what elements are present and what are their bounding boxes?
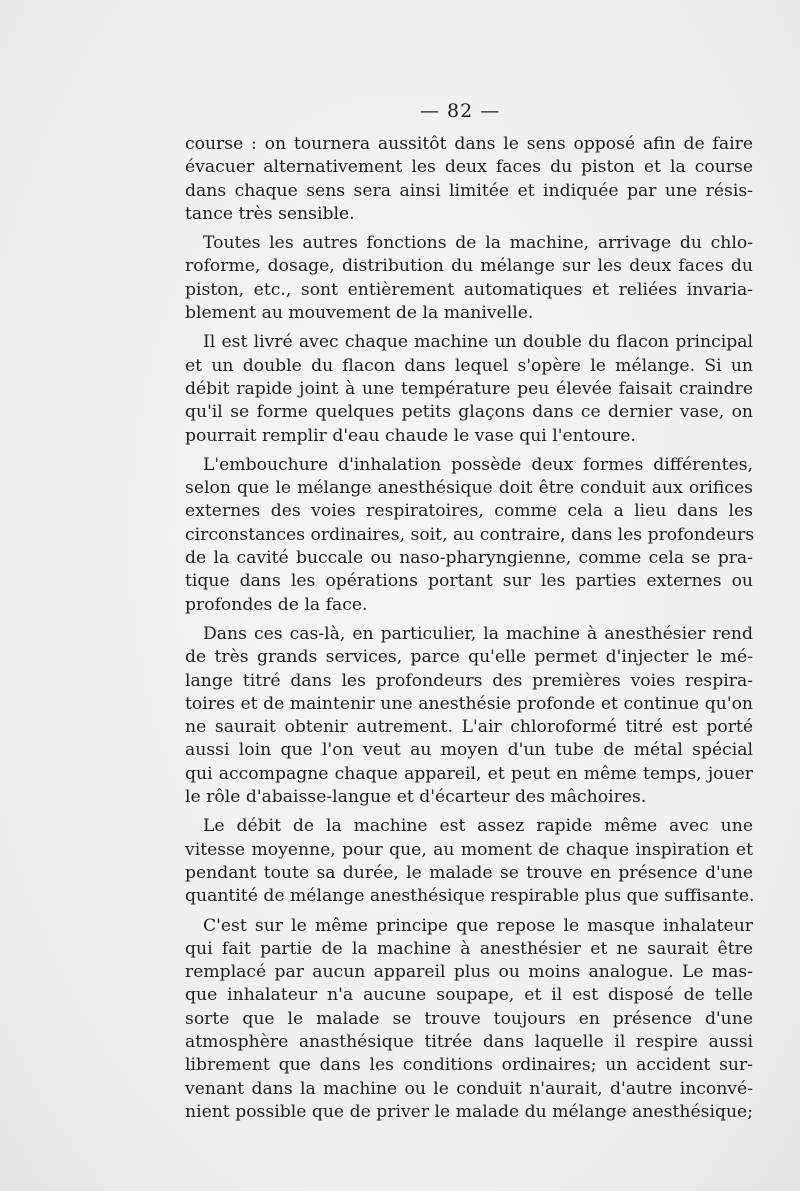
paragraph <box>185 232 753 325</box>
paragraph <box>185 915 753 1125</box>
text-line: remplacé par aucun appareil plus ou moins analogue. Le mas- <box>185 962 753 983</box>
text-line: circonstances ordinaires, soit, au contraire, dans les profondeurs <box>185 524 755 545</box>
text-line: évacuer alternativement les deux faces du piston et la course <box>185 157 753 178</box>
text-line: quantité de mélange anesthésique respirable plus que suffisante. <box>185 886 755 907</box>
text-line: Toutes les autres fonctions de la machine, arrivage du chlo- <box>203 233 753 254</box>
text-line: course : on tournera aussitôt dans le sens opposé afin de faire <box>185 134 753 154</box>
text-line: roforme, dosage, distribution du mélange sur les deux faces du <box>185 256 753 277</box>
paragraph <box>185 454 753 617</box>
text-line: selon que le mélange anesthésique doit être conduit aux orifices <box>185 478 753 499</box>
text-line: toires et de maintenir une anesthésie profonde et continue qu'on <box>185 693 753 714</box>
text-line: lange titré dans les profondeurs des premières voies respira- <box>185 670 753 691</box>
text-line: débit rapide joint à une température peu élevée faisait craindre <box>185 378 753 399</box>
paragraph <box>185 133 753 226</box>
page-number: — 82 — <box>420 100 501 122</box>
text-line: ne saurait obtenir autrement. L'air chloroformé titré est porté <box>185 717 753 738</box>
text-line: vitesse moyenne, pour que, au moment de chaque inspiration et <box>185 839 753 860</box>
text-line: que inhalateur n'a aucune soupape, et il est disposé de telle <box>185 985 753 1006</box>
text-line: blement au mouvement de la manivelle. <box>185 303 534 324</box>
text-line: et un double du flacon dans lequel s'opère le mélange. Si un <box>185 355 753 376</box>
text-line: dans chaque sens sera ainsi limitée et indiquée par une résis- <box>185 180 753 201</box>
text-line: tique dans les opérations portant sur les parties externes ou <box>185 571 753 592</box>
text-line: atmosphère anasthésique titrée dans laquelle il respire aussi <box>185 1031 753 1052</box>
text-line: qu'il se forme quelques petits glaçons dans ce dernier vase, on <box>185 402 753 423</box>
text-line: tance très sensible. <box>185 203 355 224</box>
text-line: C'est sur le même principe que repose le masque inhalateur <box>203 915 753 936</box>
text-line: pourrait remplir d'eau chaude le vase qui l'entoure. <box>185 425 636 446</box>
text-line: externes des voies respiratoires, comme cela a lieu dans les <box>185 501 753 522</box>
text-line: Dans ces cas-là, en particulier, la machine à anesthésier rend <box>203 623 753 644</box>
text-line: pendant toute sa durée, le malade se trouve en présence d'une <box>185 862 753 883</box>
body-text <box>185 133 753 1130</box>
text-line: piston, etc., sont entièrement automatiques et reliées invaria- <box>185 279 753 300</box>
text-line: le rôle d'abaisse-langue et d'écarteur des mâchoires. <box>185 787 647 808</box>
paragraph <box>185 623 753 809</box>
text-line: de très grands services, parce qu'elle permet d'injecter le mé- <box>185 647 753 668</box>
text-line: de la cavité buccale ou naso-pharyngienne, comme cela se pra- <box>185 548 753 569</box>
text-line: profondes de la face. <box>185 594 368 615</box>
text-line: Il est livré avec chaque machine un double du flacon principal <box>203 332 753 353</box>
text-line: qui fait partie de la machine à anesthésier et ne saurait être <box>185 938 753 959</box>
paragraph <box>185 331 753 447</box>
text-line: venant dans la machine ou le conduit n'aurait, d'autre inconvé- <box>185 1078 753 1099</box>
text-line: Le débit de la machine est assez rapide même avec une <box>203 816 753 837</box>
text-line: nient possible que de priver le malade du mélange anesthésique; <box>185 1101 753 1122</box>
text-line: aussi loin que l'on veut au moyen d'un tube de métal spécial <box>185 740 753 761</box>
text-line: L'embouchure d'inhalation possède deux formes différentes, <box>203 454 753 475</box>
text-line: librement que dans les conditions ordinaires; un accident sur- <box>185 1055 753 1076</box>
text-line: sorte que le malade se trouve toujours en présence d'une <box>185 1008 753 1029</box>
paragraph <box>185 815 753 908</box>
text-line: qui accompagne chaque appareil, et peut en même temps, jouer <box>185 763 753 784</box>
